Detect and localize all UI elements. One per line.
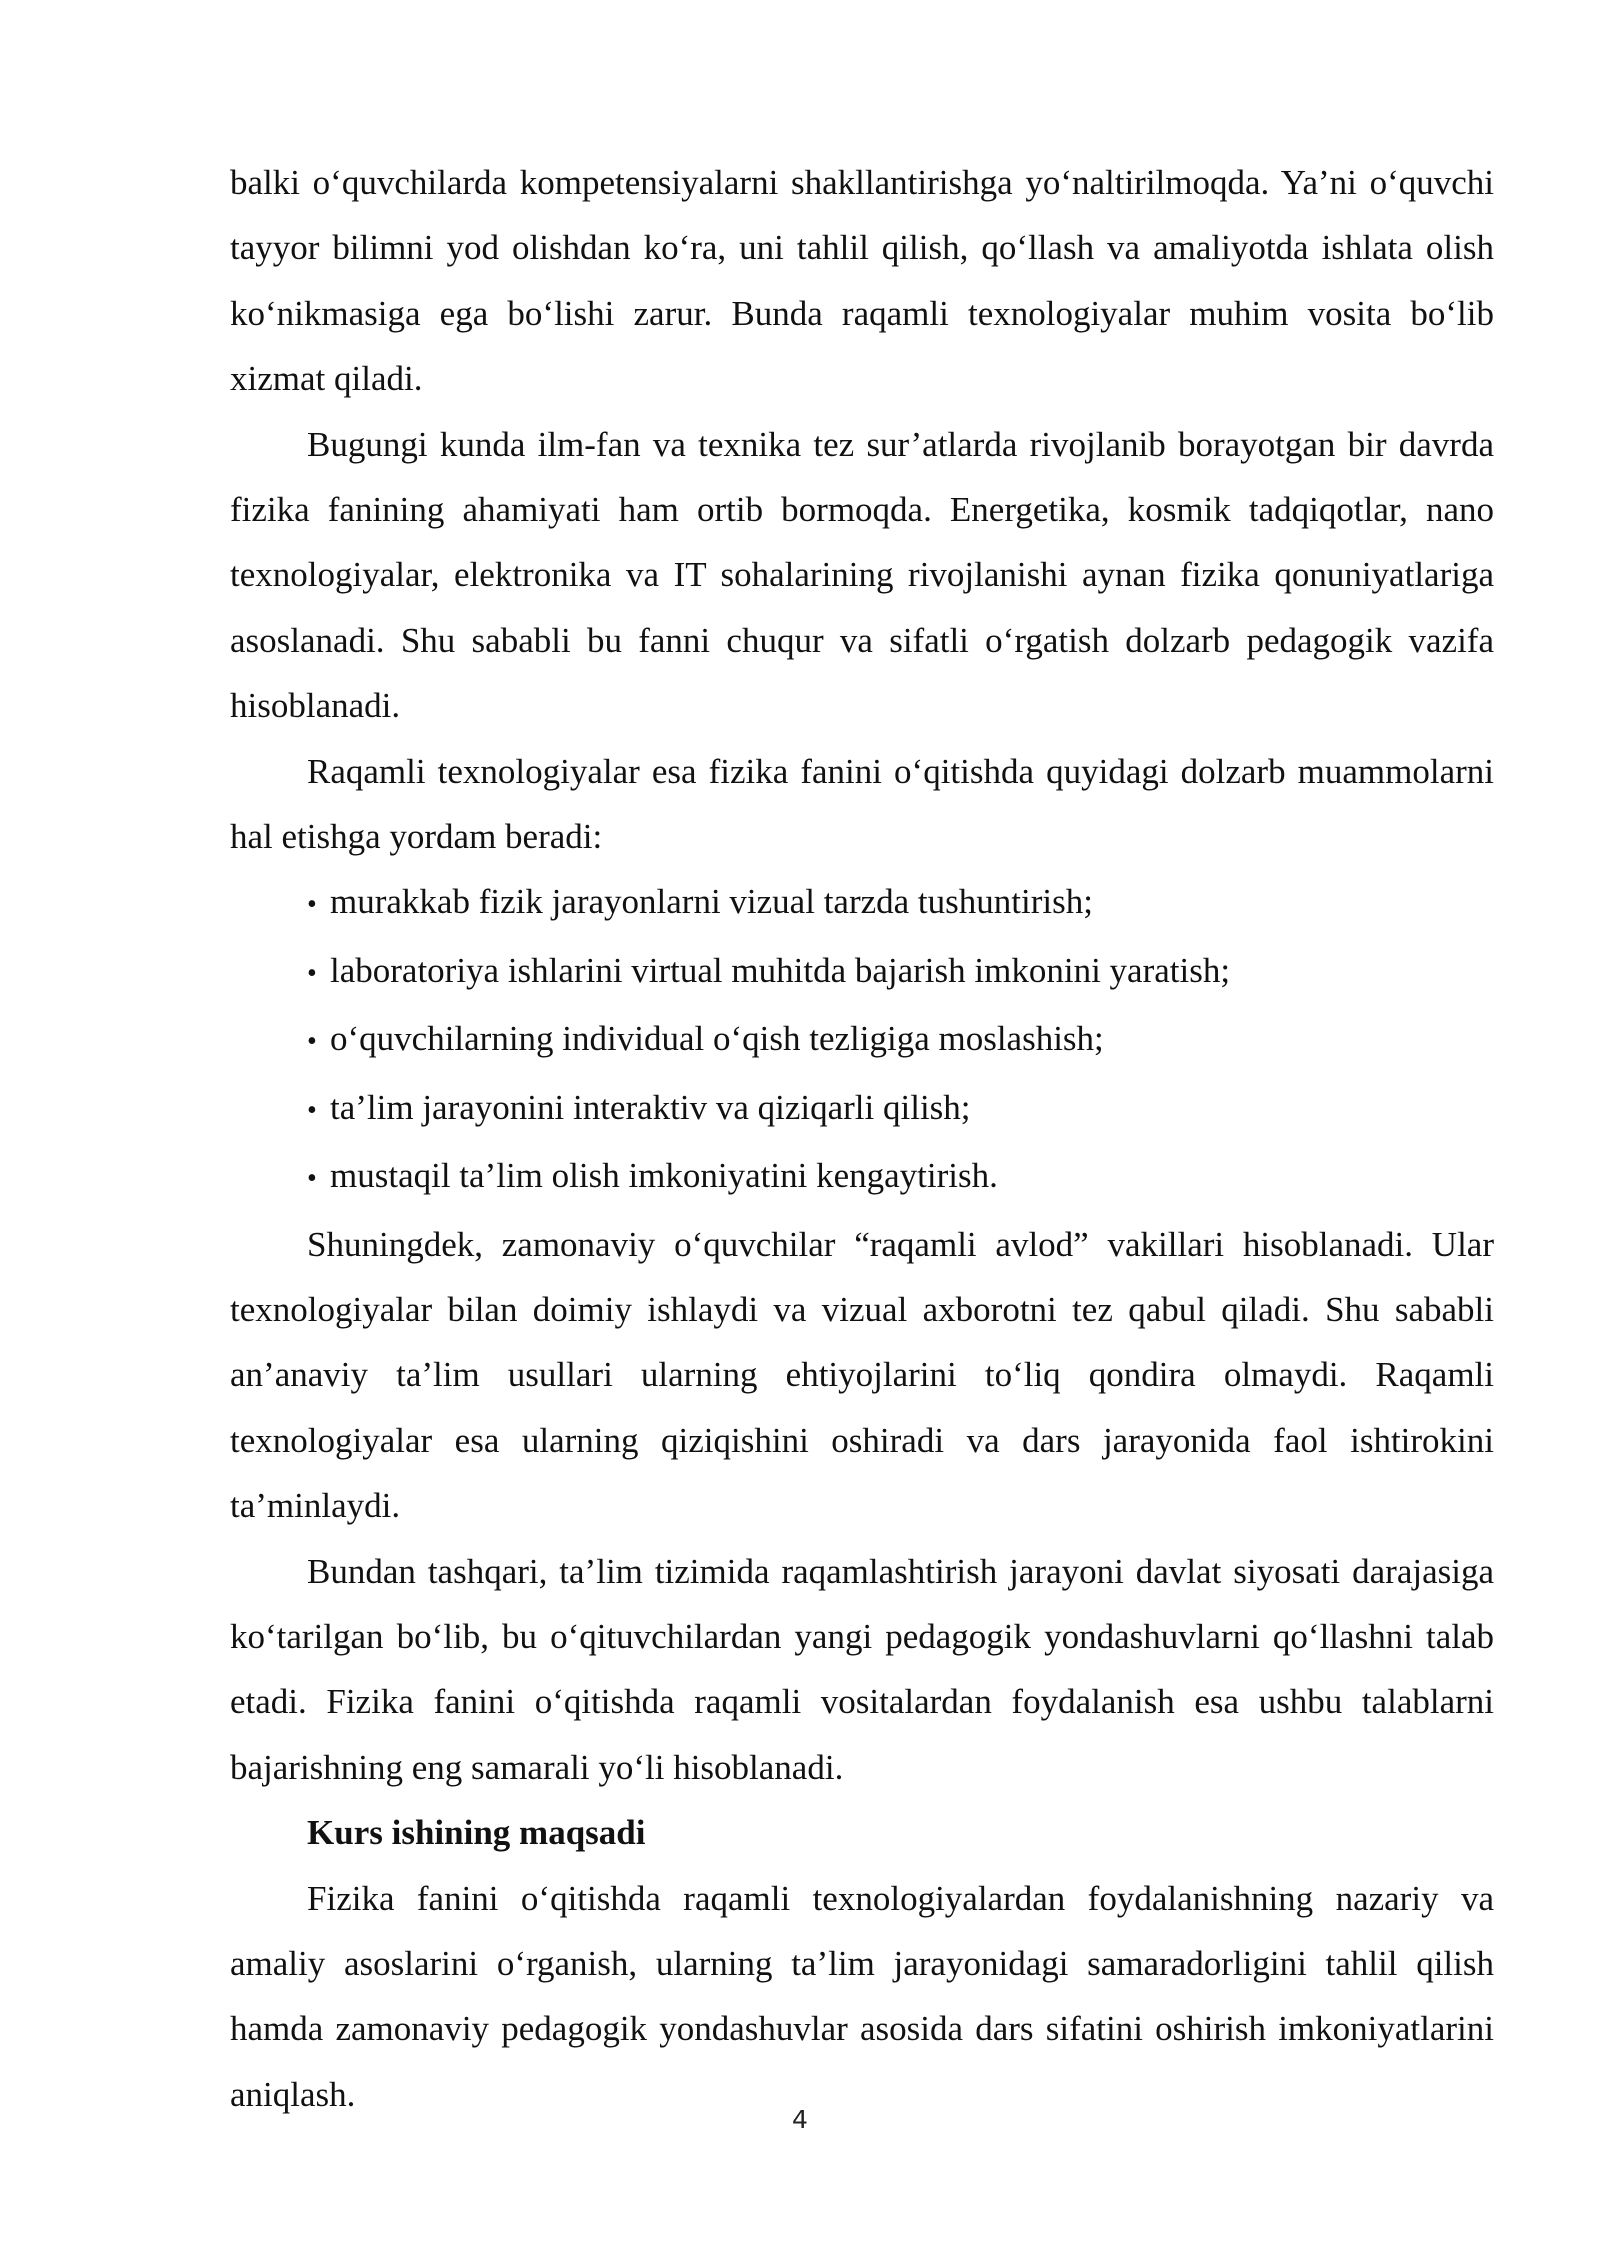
list-item bbox=[307, 938, 1494, 1006]
list-item bbox=[307, 1143, 1494, 1211]
list-item-text: murakkab fizik jarayonlarni vizual tarzda tushuntirish; bbox=[330, 882, 1093, 922]
list-item-text: ta’lim jarayonini interaktiv va qiziqarli qilish; bbox=[330, 1087, 971, 1127]
page-number: 4 bbox=[792, 2105, 808, 2134]
bullet-icon: • bbox=[307, 889, 317, 921]
paragraph-digital-generation: Shuningdek, zamonaviy o‘quvchilar “raqamli avlod” vakillari hisoblanadi. Ular texnologiyalar bilan doimiy ishlaydi va vizual axborotni tez qabul qiladi. Shu sababli an’anaviy ta’lim usullari ularning ehtiyojlarini to‘liq qondira olmaydi. Raqamli texnologiyalar esa ularning qiziqishini oshiradi va dars jarayonida faol ishtirokini ta’minlaydi. bbox=[230, 1224, 1494, 1526]
bullet-list bbox=[230, 869, 1494, 1211]
bullet-icon: • bbox=[307, 1163, 317, 1195]
bullet-icon: • bbox=[307, 957, 317, 989]
section-heading: Kurs ishining maqsadi bbox=[307, 1813, 646, 1853]
paragraph-digitalization-policy: Bundan tashqari, ta’lim tizimida raqamlashtirish jarayoni davlat siyosati darajasiga ko‘tarilgan bo‘lib, bu o‘qituvchilardan yangi pedagogik yondashuvlarni qo‘llashni talab etadi. Fizika fanini o‘qitishda raqamli vositalardan foydalanish esa ushbu talablarni bajarishning eng samarali yo‘li hisoblanadi. bbox=[230, 1551, 1494, 1787]
paragraph-digital-tech-intro: Raqamli texnologiyalar esa fizika fanini o‘qitishda quyidagi dolzarb muammolarni hal etishga yordam beradi: bbox=[230, 751, 1494, 857]
list-item bbox=[307, 1006, 1494, 1074]
paragraph-continuation: balki o‘quvchilarda kompetensiyalarni shakllantirishga yo‘naltirilmoqda. Ya’ni o‘quvchi tayyor bilimni yod olishdan ko‘ra, uni tahlil qilish, qo‘llash va amaliyotda ishlata olish ko‘nikmasiga ega bo‘lishi zarur. Bunda raqamli texnologiyalar muhim vosita bo‘lib xizmat qiladi. bbox=[230, 163, 1494, 399]
bullet-icon: • bbox=[307, 1094, 317, 1126]
bullet-icon: • bbox=[307, 1026, 317, 1058]
list-item bbox=[307, 1075, 1494, 1143]
list-item-text: laboratoriya ishlarini virtual muhitda bajarish imkonini yaratish; bbox=[330, 950, 1231, 990]
paragraph-physics-importance: Bugungi kunda ilm-fan va texnika tez sur’atlarda rivojlanib borayotgan bir davrda fizika fanining ahamiyati ham ortib bormoqda. Energetika, kosmik tadqiqotlar, nano texnologiyalar, elektronika va IT sohalarining rivojlanishi aynan fizika qonuniyatlariga asoslanadi. Shu sababli bu fanni chuqur va sifatli o‘rgatish dolzarb pedagogik vazifa hisoblanadi. bbox=[230, 424, 1494, 726]
page-body bbox=[230, 150, 1494, 2127]
list-item-text: o‘quvchilarning individual o‘qish tezligiga moslashish; bbox=[330, 1019, 1104, 1059]
list-item bbox=[307, 869, 1494, 937]
list-item-text: mustaqil ta’lim olish imkoniyatini kengaytirish. bbox=[330, 1156, 998, 1196]
paragraph-course-goal: Fizika fanini o‘qitishda raqamli texnologiyalardan foydalanishning nazariy va amaliy asoslarini o‘rganish, ularning ta’lim jarayonidagi samaradorligini tahlil qilish hamda zamonaviy pedagogik yondashuvlar asosida dars sifatini oshirish imkoniyatlarini aniqlash. bbox=[230, 1878, 1494, 2114]
